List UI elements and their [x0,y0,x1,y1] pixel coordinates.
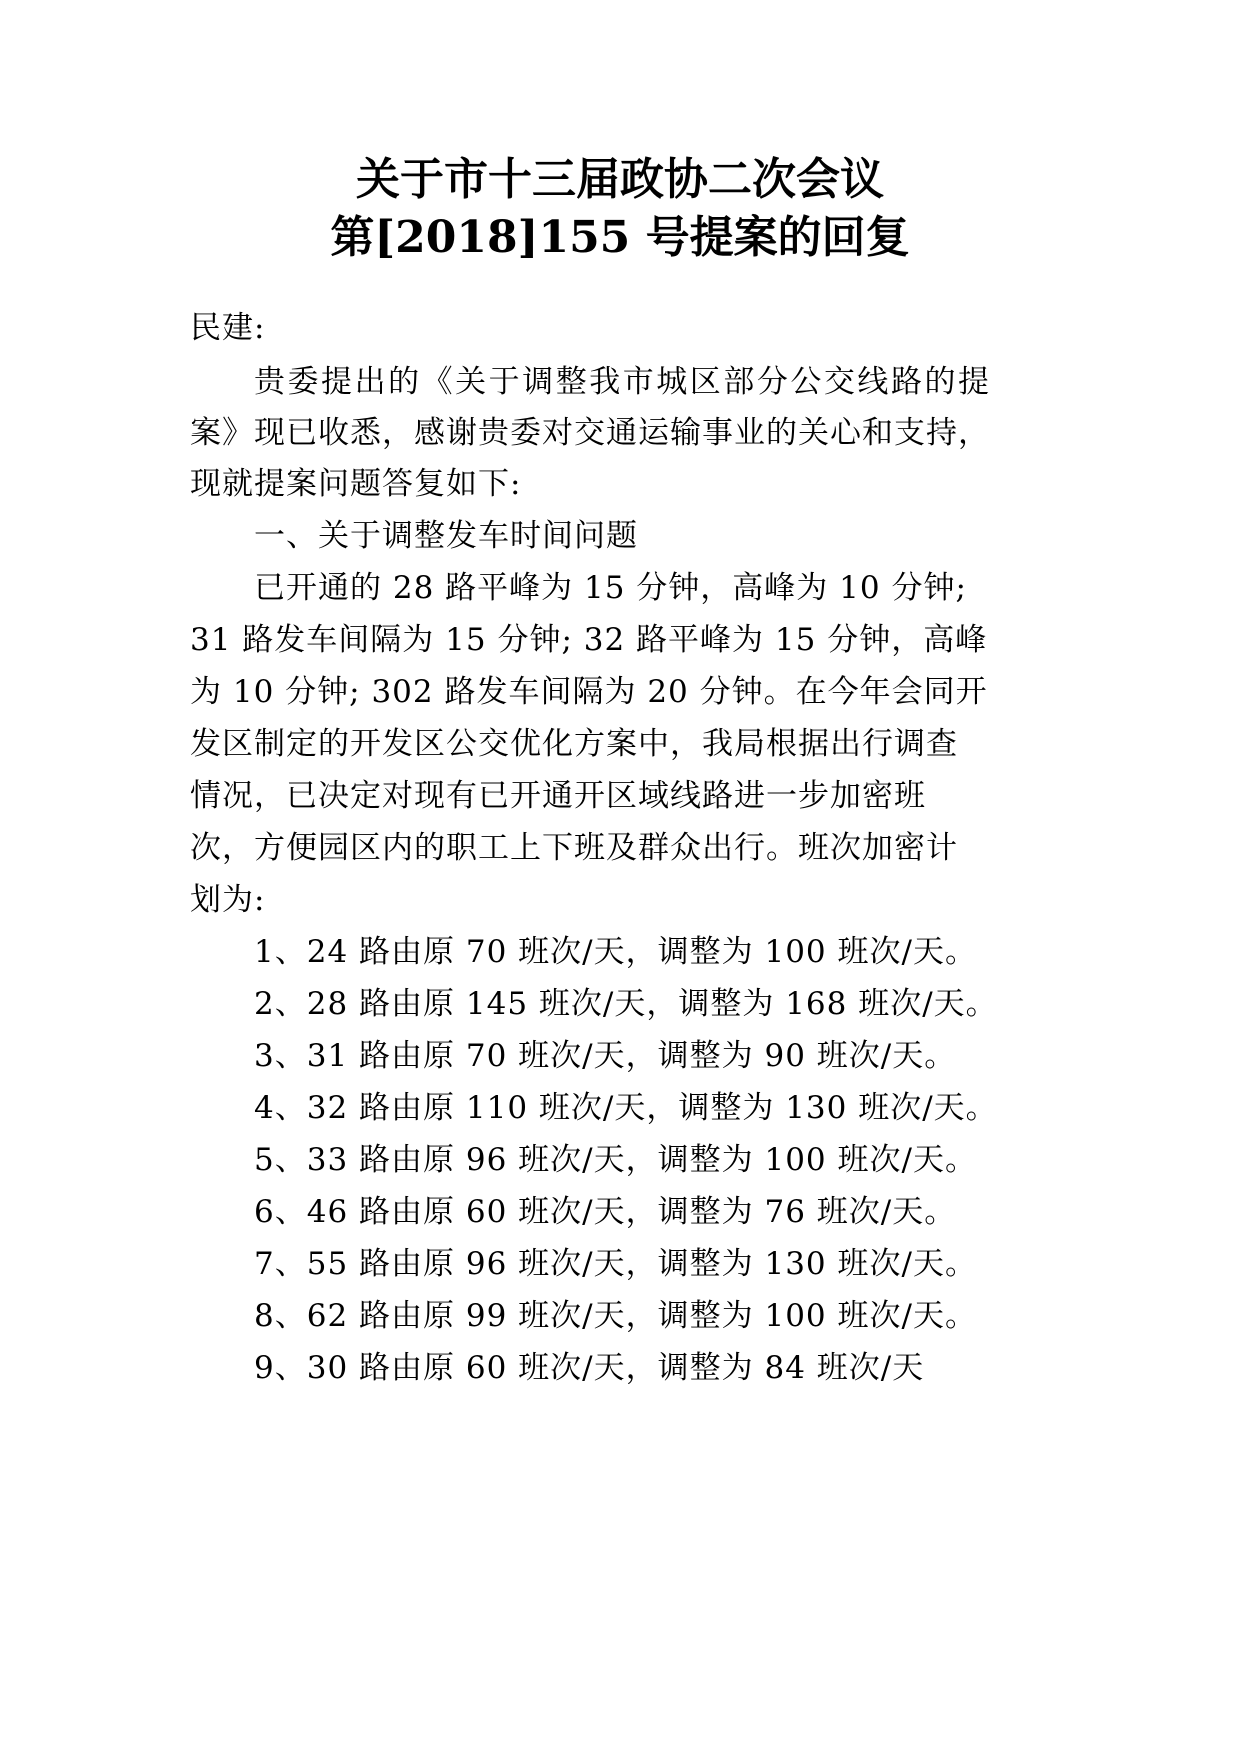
list-item: 8、62 路由原 99 班次/天，调整为 100 班次/天。 [254,1298,977,1334]
paragraph-line: 划为: [190,882,266,918]
paragraph-line: 为 10 分钟; 302 路发车间隔为 20 分钟。在今年会同开 [190,674,988,710]
document-title-line-2: 第[2018]155 号提案的回复 [330,212,910,263]
list-item: 4、32 路由原 110 班次/天，调整为 130 班次/天。 [254,1090,998,1126]
list-item: 1、24 路由原 70 班次/天，调整为 100 班次/天。 [254,934,977,970]
list-item: 2、28 路由原 145 班次/天，调整为 168 班次/天。 [254,986,998,1022]
intro-line-3: 现就提案问题答复如下: [190,466,522,502]
list-item: 3、31 路由原 70 班次/天，调整为 90 班次/天。 [254,1038,957,1074]
paragraph-line: 次，方便园区内的职工上下班及群众出行。班次加密计 [190,830,958,866]
paragraph-line: 情况，已决定对现有已开通开区域线路进一步加密班 [190,778,926,814]
document-title-line-1: 关于市十三届政协二次会议 [356,154,884,205]
section-heading: 一、关于调整发车时间问题 [254,518,638,554]
paragraph-line: 发区制定的开发区公交优化方案中，我局根据出行调查 [190,726,958,762]
paragraph-line: 已开通的 28 路平峰为 15 分钟，高峰为 10 分钟; [254,570,967,606]
intro-line-1: 贵委提出的《关于调整我市城区部分公交线路的提 [254,364,990,400]
list-item: 7、55 路由原 96 班次/天，调整为 130 班次/天。 [254,1246,977,1282]
list-item: 5、33 路由原 96 班次/天，调整为 100 班次/天。 [254,1142,977,1178]
salutation: 民建: [190,310,266,346]
list-item: 6、46 路由原 60 班次/天，调整为 76 班次/天。 [254,1194,957,1230]
list-item: 9、30 路由原 60 班次/天，调整为 84 班次/天 [254,1350,925,1386]
intro-line-2: 案》现已收悉，感谢贵委对交通运输事业的关心和支持， [190,415,990,451]
paragraph-line: 31 路发车间隔为 15 分钟; 32 路平峰为 15 分钟，高峰 [190,622,988,658]
